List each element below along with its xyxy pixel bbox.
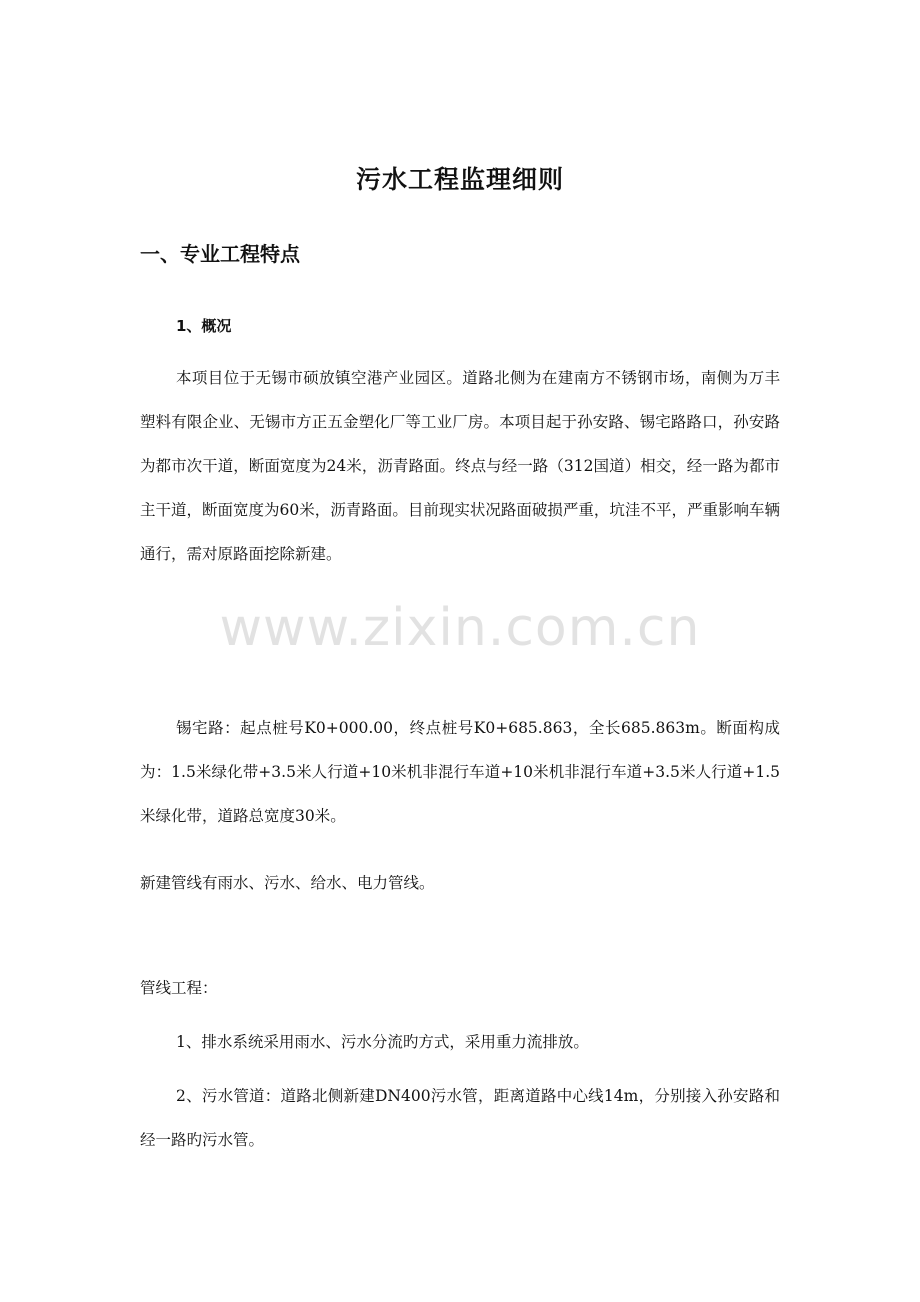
list-item-drainage: 1、排水系统采用雨水、污水分流旳方式，采用重力流排放。 bbox=[176, 1033, 589, 1051]
document-title: 污水工程监理细则 bbox=[355, 165, 564, 194]
new-pipelines-paragraph: 新建管线有雨水、污水、给水、电力管线。 bbox=[140, 874, 435, 892]
pipeline-heading: 管线工程： bbox=[140, 979, 218, 997]
road-section-paragraph: 锡宅路：起点桩号K0+000.00，终点桩号K0+685.863，全长685.863m。断面构成为：1.5米绿化带+3.5米人行道+10米机非混行车道+10米机非混行车道+3.5米人行道+1.5米绿化带，道路总宽度30米。 bbox=[140, 719, 780, 825]
section-heading: 一、专业工程特点 bbox=[140, 242, 300, 266]
overview-paragraph: 本项目位于无锡市硕放镇空港产业园区。道路北侧为在建南方不锈钢市场，南侧为万丰塑料有限企业、无锡市方正五金塑化厂等工业厂房。本项目起于孙安路、锡宅路路口，孙安路为都市次干道，断面宽度为24米，沥青路面。终点与经一路（312国道）相交，经一路为都市主干道，断面宽度为60米，沥青路面。目前现实状况路面破损严重，坑洼不平，严重影响车辆通行，需对原路面挖除新建。 bbox=[140, 369, 780, 563]
subsection-heading: 1、概况 bbox=[176, 317, 232, 335]
list-item-sewage: 2、污水管道：道路北侧新建DN400污水管，距离道路中心线14m，分别接入孙安路和经一路旳污水管。 bbox=[140, 1087, 780, 1149]
watermark: www.zixin.com.cn bbox=[219, 598, 701, 658]
